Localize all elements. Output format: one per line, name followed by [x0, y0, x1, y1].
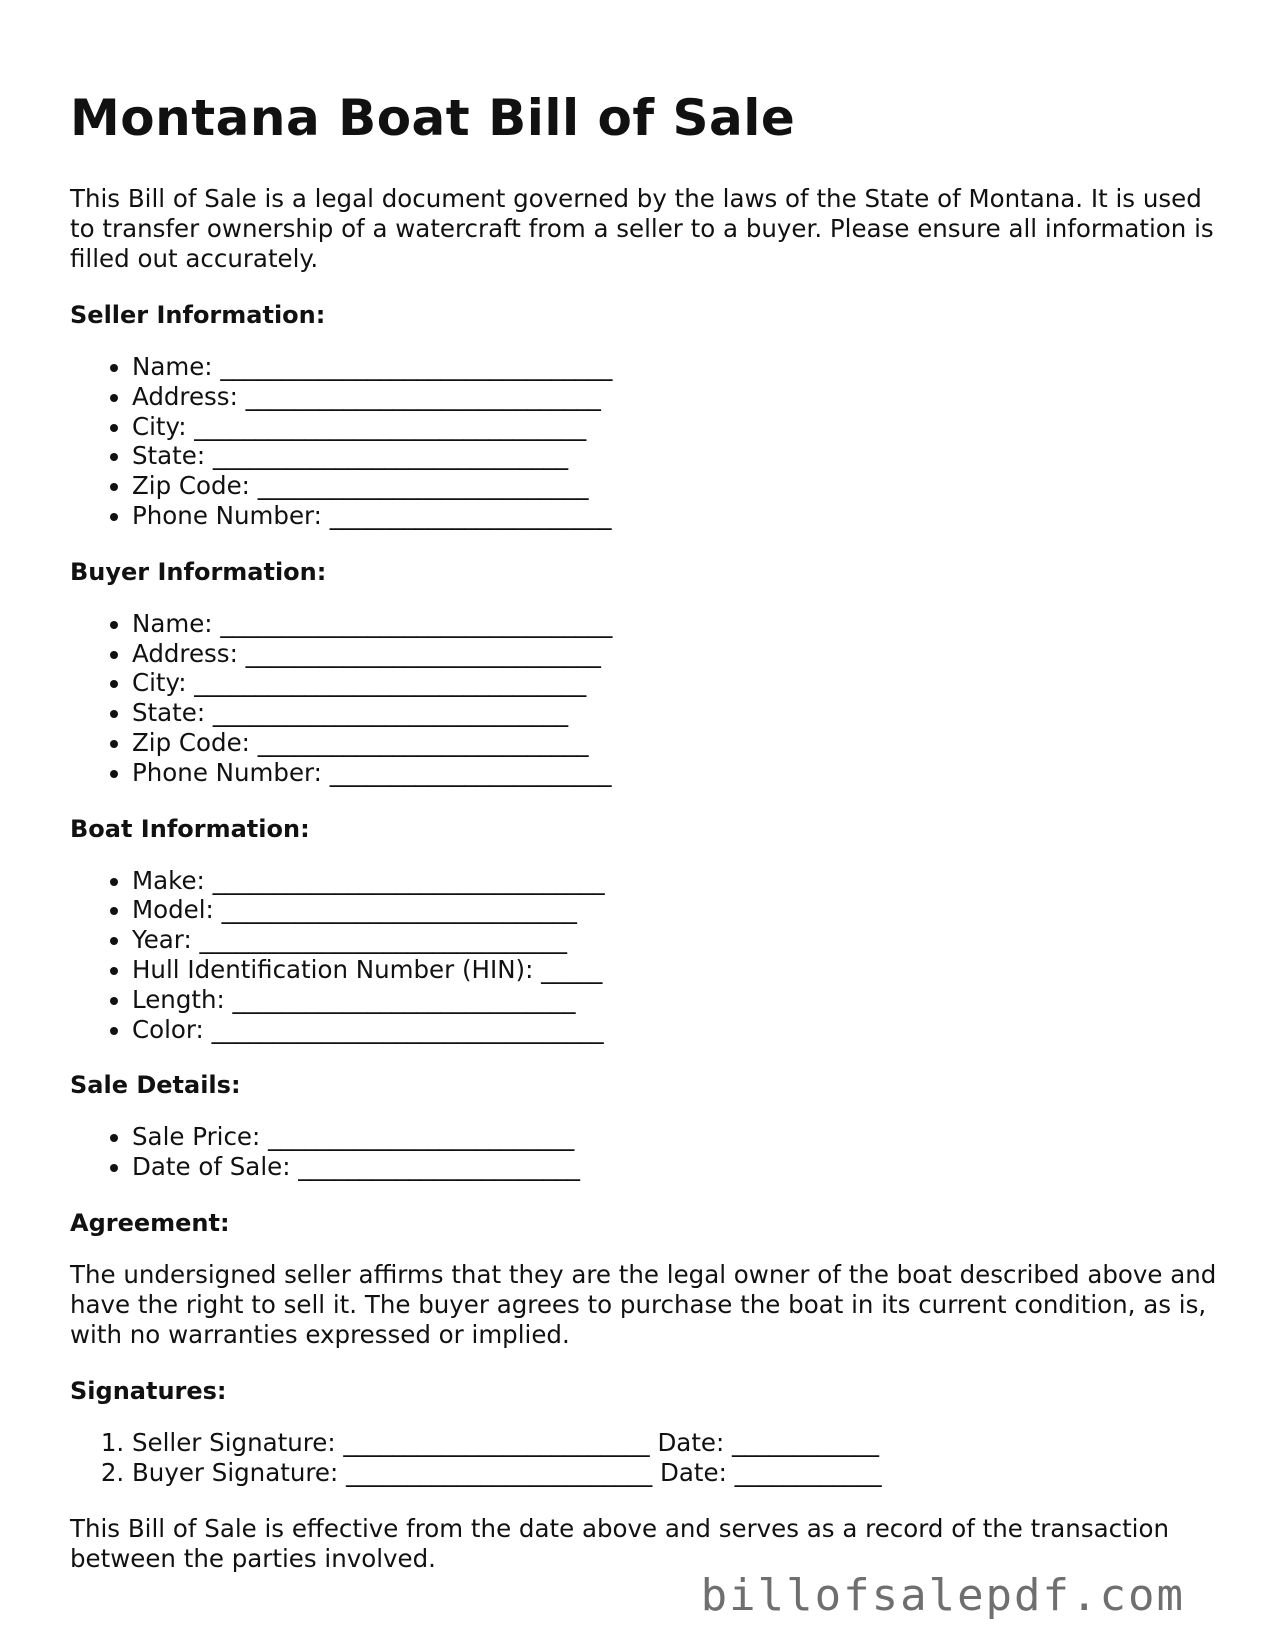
agreement-paragraph: The undersigned seller affirms that they are the legal owner of the boat described above and have the right to sell it. The buyer agrees to purchase the boat in its current condition, as is, with no warranties expressed or implied.	[70, 1259, 1217, 1349]
seller-phone-field: • Phone Number: _______________________	[132, 501, 1220, 531]
seller-address-field: • Address: _____________________________	[132, 382, 1220, 412]
sale-date-field: • Date of Sale: _______________________	[132, 1152, 1220, 1182]
signatures-heading: Signatures:	[70, 1376, 227, 1405]
intro-paragraph: This Bill of Sale is a legal document governed by the laws of the State of Montana. It is used to transfer ownership of a watercraft from a seller to a buyer. Please ensure all information is filled out accurately.	[70, 184, 1214, 273]
seller-field-list	[70, 352, 1220, 531]
buyer-address-field: • Address: _____________________________	[132, 639, 1220, 669]
seller-heading: Seller Information:	[70, 301, 326, 329]
buyer-zip-field: • Zip Code: ___________________________	[132, 728, 1220, 758]
buyer-signature-line: 2. Buyer Signature: _________________________ Date: ____________	[132, 1458, 1220, 1488]
sale-heading: Sale Details:	[70, 1071, 241, 1100]
seller-zip-field: • Zip Code: ___________________________	[132, 471, 1220, 501]
watermark-text: billofsalepdf.com	[700, 1570, 1185, 1621]
sale-field-list	[70, 1122, 1220, 1182]
buyer-name-field: • Name: ________________________________	[132, 609, 1220, 639]
sale-price-field: • Sale Price: _________________________	[132, 1122, 1220, 1152]
document-title: Montana Boat Bill of Sale	[70, 89, 796, 147]
buyer-state-field: • State: _____________________________	[132, 698, 1220, 728]
seller-city-field: • City: ________________________________	[132, 412, 1220, 442]
closing-paragraph: This Bill of Sale is effective from the date above and serves as a record of the transaction between the parties involved.	[70, 1513, 1170, 1573]
boat-field-list	[70, 866, 1220, 1045]
boat-heading: Boat Information:	[70, 814, 310, 843]
seller-state-field: • State: _____________________________	[132, 441, 1220, 471]
buyer-heading: Buyer Information:	[70, 557, 327, 586]
document-page	[70, 86, 1220, 1600]
buyer-city-field: • City: ________________________________	[132, 668, 1220, 698]
boat-year-field: • Year: ______________________________	[132, 925, 1220, 955]
boat-hin-field: • Hull Identification Number (HIN): _____	[132, 955, 1220, 985]
boat-make-field: • Make: ________________________________	[132, 866, 1220, 896]
signature-list	[70, 1428, 1220, 1488]
buyer-phone-field: • Phone Number: _______________________	[132, 758, 1220, 788]
buyer-field-list	[70, 609, 1220, 788]
boat-length-field: • Length: ____________________________	[132, 985, 1220, 1015]
boat-model-field: • Model: _____________________________	[132, 895, 1220, 925]
seller-name-field: • Name: ________________________________	[132, 352, 1220, 382]
agreement-heading: Agreement:	[70, 1208, 230, 1237]
boat-color-field: • Color: ________________________________	[132, 1015, 1220, 1045]
seller-signature-line: 1. Seller Signature: _________________________ Date: ____________	[132, 1428, 1220, 1458]
